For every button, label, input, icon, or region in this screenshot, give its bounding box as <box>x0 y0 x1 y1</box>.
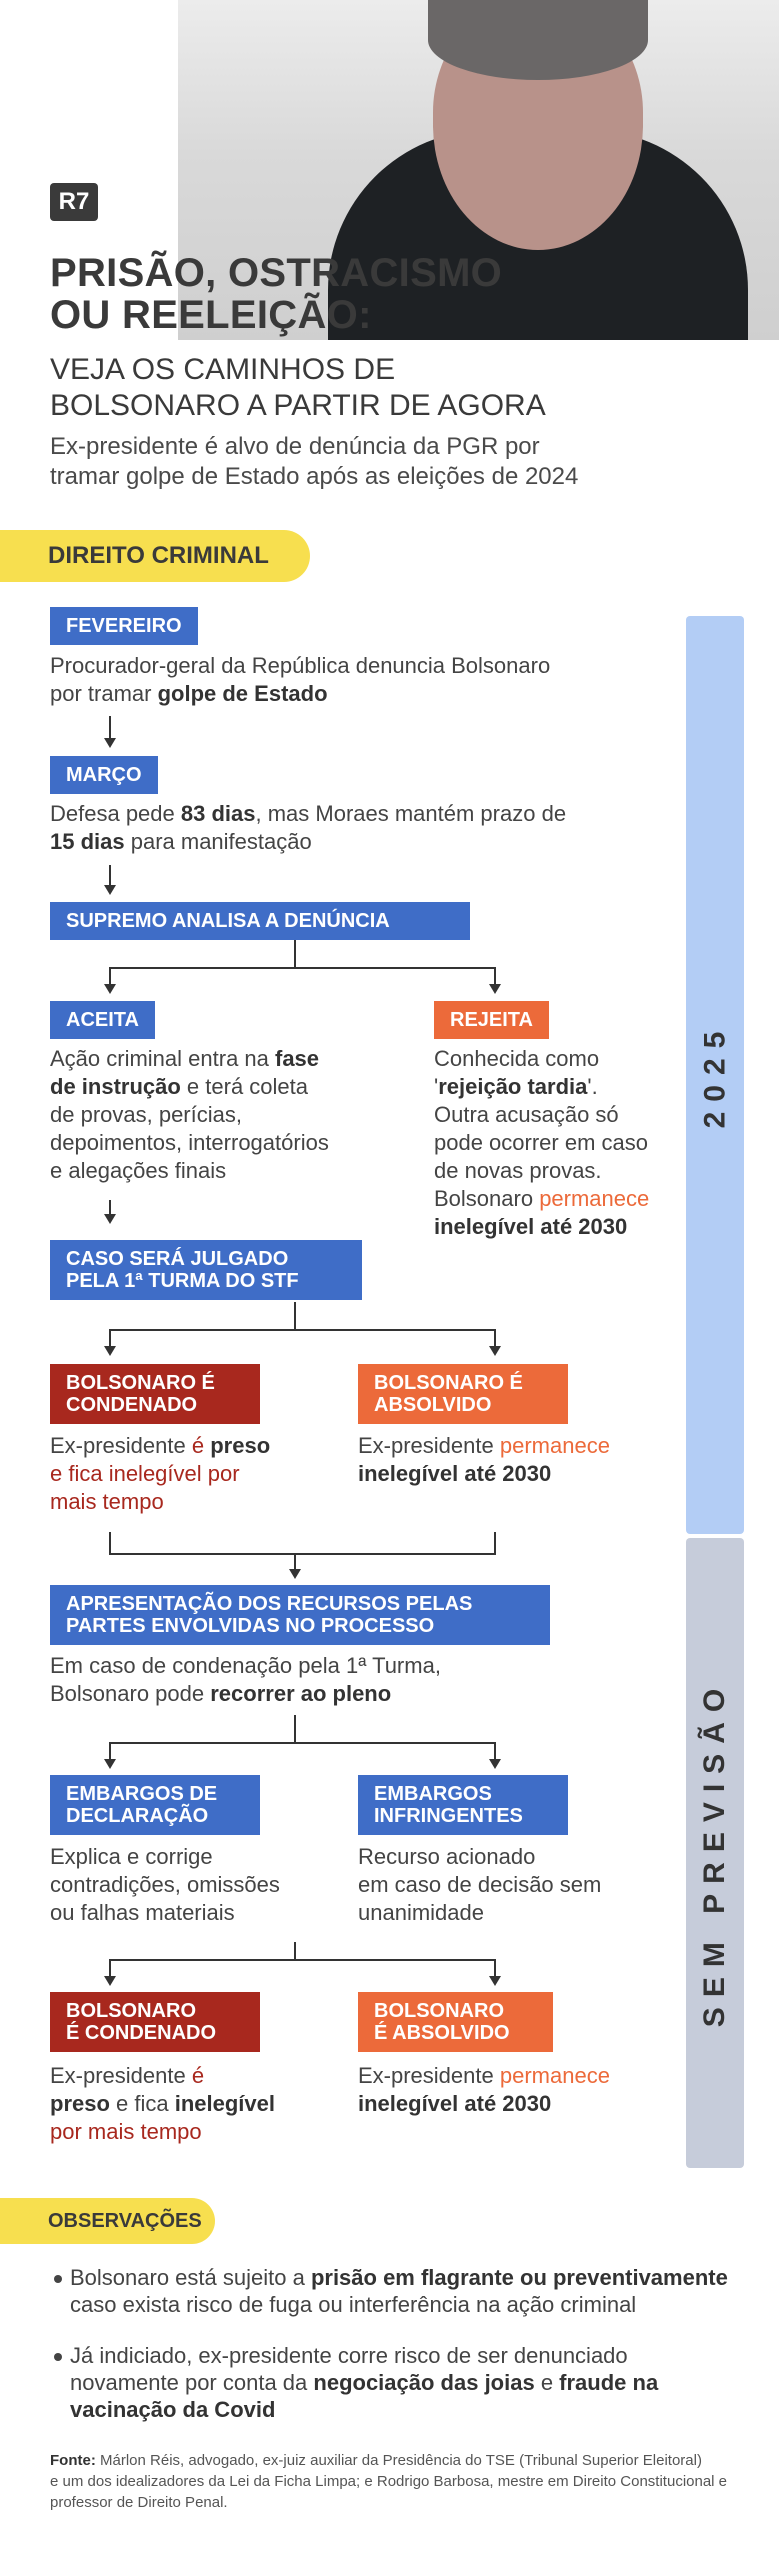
step-embargos-infringentes: EMBARGOS INFRINGENTES <box>358 1775 568 1835</box>
result-absolvido-final: BOLSONARO É ABSOLVIDO <box>358 1992 553 2052</box>
source-note: Fonte: Márlon Réis, advogado, ex-juiz auxiliar da Presidência do TSE (Tribunal Superior Eleitoral) e um dos idealizadores da Lei da Ficha Limpa; e Rodrigo Barbosa, mestre em Direito Constitucional e professor de Direito Penal. <box>50 2452 728 2511</box>
bullet-dot <box>54 2275 62 2283</box>
connector <box>109 967 496 969</box>
connector <box>294 1715 296 1743</box>
result-condenado: BOLSONARO É CONDENADO <box>50 1364 260 1424</box>
step-marco: MARÇO <box>50 756 158 794</box>
step-rejeita: REJEITA <box>434 1001 549 1039</box>
side-year-label: 2025 <box>698 1021 731 1129</box>
connector <box>294 1942 296 1960</box>
step-fevereiro: FEVEREIRO <box>50 607 198 645</box>
condenado-text: Ex-presidente é preso e fica inelegível por mais tempo <box>50 1433 271 1514</box>
r7-logo: R7 <box>50 183 98 221</box>
page-title: PRISÃO, OSTRACISMO OU REELEIÇÃO: <box>50 251 503 337</box>
side-no-forecast-label: SEM PREVISÃO <box>698 1678 732 2028</box>
arrow-down-icon <box>104 1346 116 1356</box>
step-aceita: ACEITA <box>50 1001 155 1039</box>
infringentes-text: Recurso acionado em caso de decisão sem unanimidade <box>358 1844 602 1925</box>
arrow-down-icon <box>489 984 501 994</box>
connector <box>109 1742 111 1760</box>
fevereiro-text: Procurador-geral da República denuncia Bolsonaro por tramar golpe de Estado <box>50 653 551 706</box>
section-direito-criminal: DIREITO CRIMINAL <box>0 530 310 582</box>
connector <box>494 967 496 985</box>
step-embargos-declaracao: EMBARGOS DE DECLARAÇÃO <box>50 1775 260 1835</box>
arrow-line <box>109 716 111 740</box>
connector <box>294 1302 296 1330</box>
arrow-down-icon <box>104 984 116 994</box>
arrow-down-icon <box>489 1976 501 1986</box>
side-bar-2025 <box>686 616 744 1534</box>
page-subtitle: VEJA OS CAMINHOS DE BOLSONARO A PARTIR DE AGORA <box>50 353 546 422</box>
arrow-down-icon <box>104 1214 116 1224</box>
recursos-text: Em caso de condenação pela 1ª Turma, Bolsonaro pode recorrer ao pleno <box>50 1653 441 1706</box>
arrow-down-icon <box>104 1759 116 1769</box>
marco-text: Defesa pede 83 dias, mas Moraes mantém prazo de 15 dias para manifestação <box>50 801 567 854</box>
connector <box>109 967 111 985</box>
bullet-dot <box>54 2353 62 2361</box>
connector <box>494 1532 496 1554</box>
arrow-down-icon <box>489 1346 501 1356</box>
observacao-2: Já indiciado, ex-presidente corre risco de ser denunciado novamente por conta da negociação das joias e fraude na vacinação da Covid <box>70 2343 659 2422</box>
connector <box>109 1532 111 1554</box>
connector <box>294 940 296 968</box>
step-supremo: SUPREMO ANALISA A DENÚNCIA <box>50 902 470 940</box>
connector <box>109 1742 496 1744</box>
condenado-final-text: Ex-presidente é preso e fica inelegível por mais tempo <box>50 2063 276 2144</box>
arrow-down-icon <box>489 1759 501 1769</box>
declaracao-text: Explica e corrige contradições, omissões ou falhas materiais <box>50 1844 280 1925</box>
arrow-line <box>109 865 111 887</box>
absolvido-text: Ex-presidente permanece inelegível até 2030 <box>358 1433 610 1486</box>
connector <box>494 1742 496 1760</box>
arrow-down-icon <box>104 885 116 895</box>
observacao-1: Bolsonaro está sujeito a prisão em flagrante ou preventivamente caso exista risco de fuga ou interferência na ação criminal <box>70 2265 728 2317</box>
result-condenado-final: BOLSONARO É CONDENADO <box>50 1992 260 2052</box>
rejeita-text: Conhecida como 'rejeição tardia'. Outra acusação só pode ocorrer em caso de novas provas. Bolsonaro permanece inelegível até 2030 <box>434 1046 650 1239</box>
arrow-down-icon <box>104 1976 116 1986</box>
connector <box>109 1553 496 1555</box>
connector <box>494 1329 496 1347</box>
lead-text: Ex-presidente é alvo de denúncia da PGR por tramar golpe de Estado após as eleições de 2024 <box>50 433 579 490</box>
aceita-text: Ação criminal entra na fase de instrução e terá coleta de provas, perícias, depoimentos, interrogatórios e alegações finais <box>50 1046 329 1183</box>
side-bar-sem-previsao <box>686 1538 744 2168</box>
connector <box>109 1959 496 1961</box>
step-julgado: CASO SERÁ JULGADO PELA 1ª TURMA DO STF <box>50 1240 362 1300</box>
absolvido-final-text: Ex-presidente permanece inelegível até 2030 <box>358 2063 610 2116</box>
connector <box>494 1959 496 1977</box>
connector <box>109 1329 496 1331</box>
section-observacoes: OBSERVAÇÕES <box>0 2198 215 2244</box>
arrow-down-icon <box>289 1569 301 1579</box>
connector <box>109 1959 111 1977</box>
step-recursos: APRESENTAÇÃO DOS RECURSOS PELAS PARTES ENVOLVIDAS NO PROCESSO <box>50 1585 550 1645</box>
arrow-down-icon <box>104 738 116 748</box>
result-absolvido: BOLSONARO É ABSOLVIDO <box>358 1364 568 1424</box>
connector <box>109 1329 111 1347</box>
